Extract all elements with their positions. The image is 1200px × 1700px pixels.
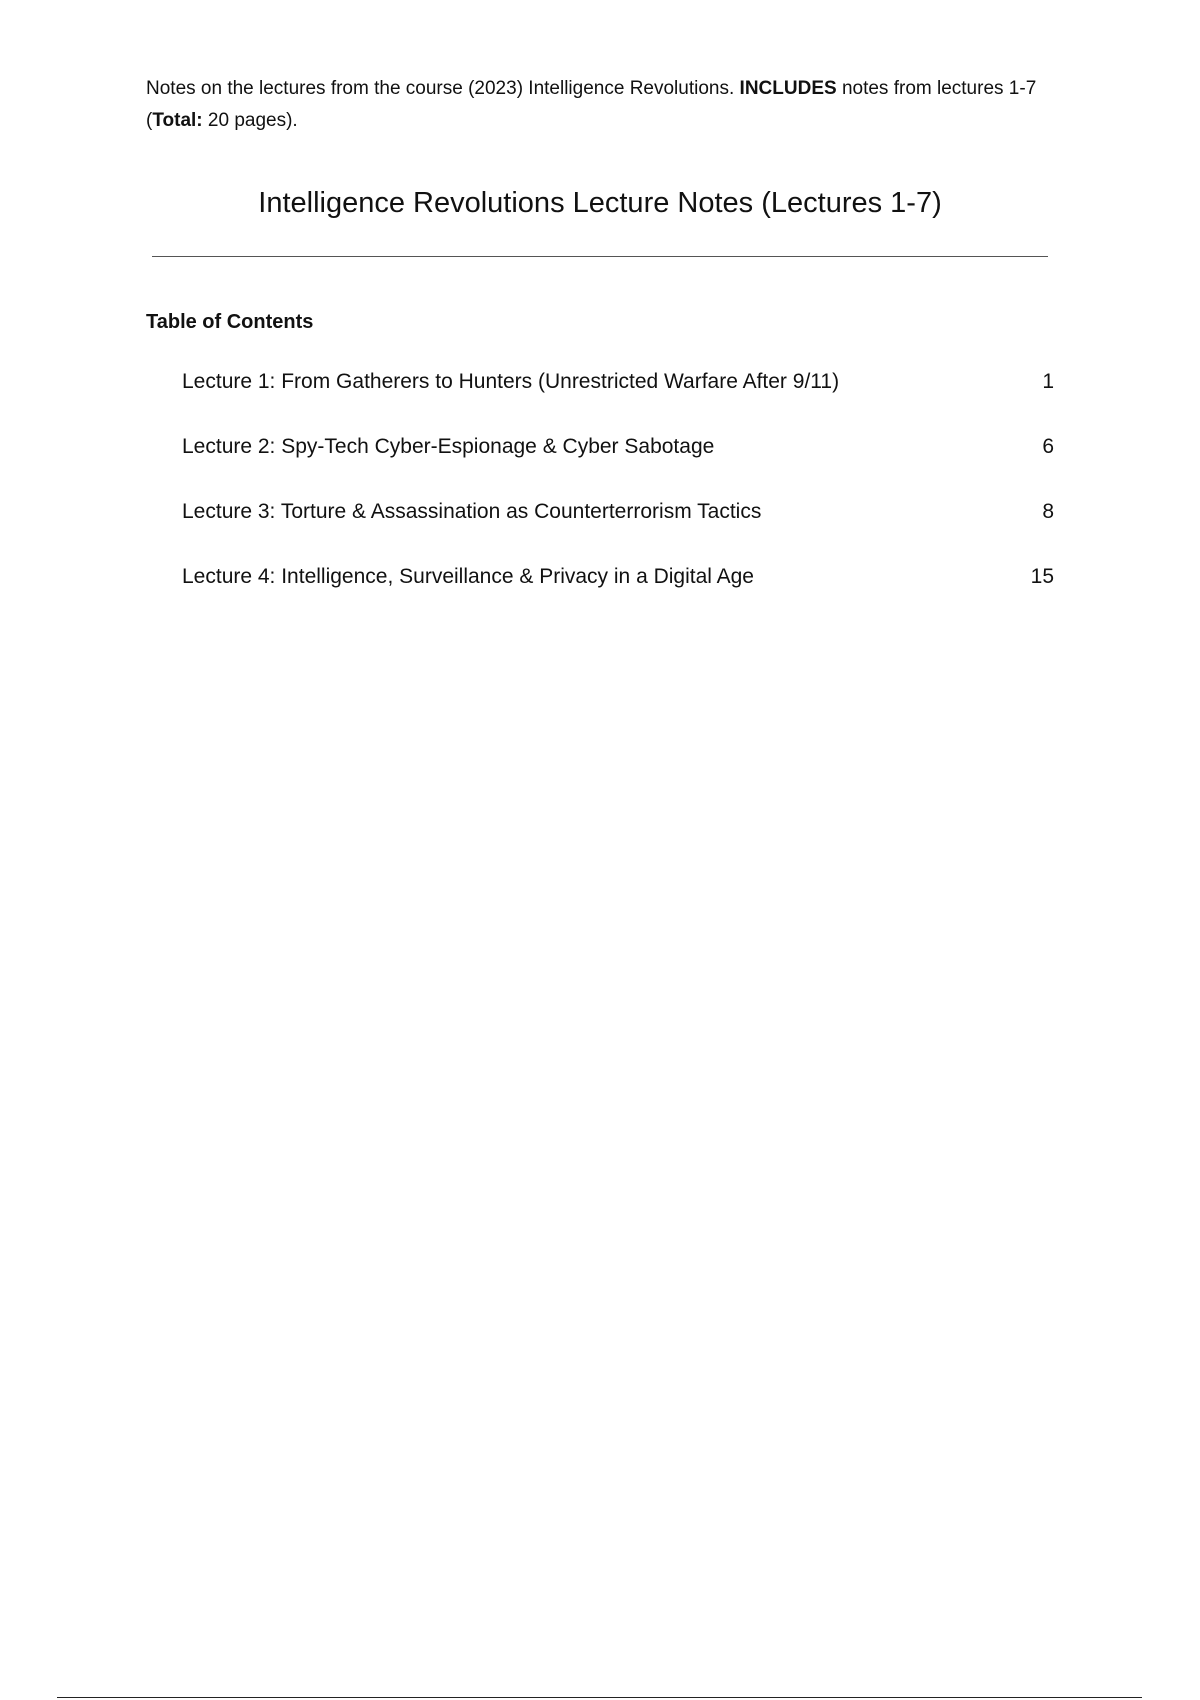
toc-entry-page-number: 6 <box>1042 435 1054 458</box>
toc-entry-lecture-2[interactable] <box>182 433 1054 461</box>
table-of-contents <box>182 368 1054 628</box>
toc-entry-label: Lecture 3: Torture & Assassination as Counterterrorism Tactics <box>182 500 762 523</box>
toc-entry-page-number: 1 <box>1042 370 1054 393</box>
document-title: Intelligence Revolutions Lecture Notes (Lectures 1-7) <box>258 187 942 219</box>
toc-entry-lecture-3[interactable] <box>182 498 1054 526</box>
intro-bold-includes: INCLUDES <box>739 78 837 99</box>
toc-entry-label: Lecture 4: Intelligence, Surveillance & Privacy in a Digital Age <box>182 565 754 588</box>
intro-bold-total: Total: <box>152 110 203 131</box>
toc-entry-lecture-1[interactable] <box>182 368 1054 396</box>
toc-entry-page-number: 15 <box>1030 565 1054 588</box>
toc-entry-page-number: 8 <box>1042 500 1054 523</box>
intro-text-part3: 20 pages). <box>202 110 298 131</box>
toc-entry-label: Lecture 2: Spy-Tech Cyber-Espionage & Cyber Sabotage <box>182 435 715 458</box>
footer-divider <box>57 1697 1142 1698</box>
toc-heading: Table of Contents <box>146 311 314 333</box>
title-divider <box>152 256 1048 257</box>
intro-paragraph <box>146 73 1066 137</box>
toc-entry-lecture-4[interactable] <box>182 563 1054 591</box>
toc-entry-label: Lecture 1: From Gatherers to Hunters (Unrestricted Warfare After 9/11) <box>182 370 840 393</box>
intro-text-part2: notes from lectures 1-7 ( <box>146 78 1037 131</box>
intro-text-part1: Notes on the lectures from the course (2023) Intelligence Revolutions. <box>146 78 740 99</box>
